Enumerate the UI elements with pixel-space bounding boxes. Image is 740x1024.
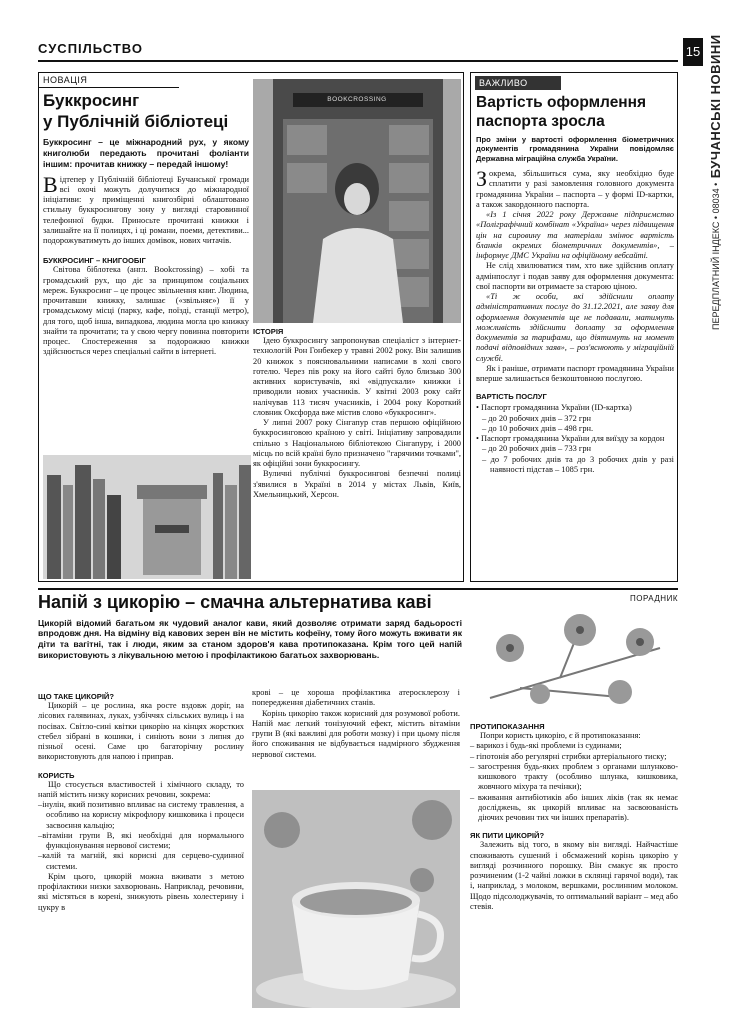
subheading: ЯК ПИТИ ЦИКОРІЙ? (470, 831, 545, 841)
article-tag: ПОРАДНИК (630, 594, 678, 603)
article-paragraph: Вуличні публічні буккросингові безпечні полиці з'явилися в Україні в 2014 у містах Львів, Київ, Хмельницький, Херсон. (253, 469, 461, 499)
phone-booth-photo (253, 79, 461, 323)
list-item: –інулін, який позитивно впливає на систему травлення, а особливо на корисну мікрофлору кишковика і процеси засвоєння кальцію; (38, 800, 244, 830)
article-title: Вартість оформлення паспорта зросла (476, 94, 647, 131)
subheading: ІСТОРІЯ (253, 327, 284, 336)
list-item: – до 20 робочих днів – 372 грн (482, 413, 592, 423)
article-title: Напій з цикорію – смачна альтернатива каві (38, 592, 432, 612)
article-tag: НОВАЦІЯ (39, 73, 179, 88)
subscription-index: ПЕРЕДПЛАТНИЙ ІНДЕКС • 08034 • (711, 182, 721, 330)
bookcrossing-article (38, 72, 464, 582)
article-paragraph: Як і раніше, отримати паспорт громадянина України вперше залишається безкоштовною послугою. (476, 363, 674, 384)
section-header (38, 40, 678, 62)
article-title: Буккросинг у Публічній бібліотеці (43, 91, 229, 131)
article-lead: Про зміни у вартості оформлення біометричних документів громадянина України повідомляє Державна міграційна служба України. (476, 134, 674, 163)
article-paragraph: Світова біблотека (англ. Bookcrossing) – хобі та громадський рух, що діє за принципом соціальних мереж. Буккросинг – це процес звільнення книг. Людина, прочитавши книжку, залишає («звільняє») її у громадському місці (парку, кафе, поїзді, станції метро), для того, щоб інша, випадкова, людина могла цю книжку знайти та прочитати; та у свою чергу повинна повторити процес. Спостереження за подорожжю книжки здійснюється через спеціальні сайти в інтернеті. (43, 265, 249, 357)
masthead-vertical (707, 34, 725, 330)
subheading: ВАРТІСТЬ ПОСЛУГ (476, 392, 547, 402)
article-lead: Буккросинг – це міжнародний рух, у якому книголюби передають прочитані фоліанти іншим: прочитав книжку – передай іншому! (43, 137, 249, 169)
list-item: – до 10 робочих днів – 498 грн. (482, 423, 594, 433)
article-paragraph: Цикорій – це рослина, яка росте вздовж доріг, на лісових галявинах, луках, узбіччях сільських вулиць і на посівах. Світло-сині квітки цикорію на кінцях жорстких стебел зібрані в кошики, і синіють вони з липня до пізньої осені. Саме цю багаторічну рослину використовують для напою і приправ. (38, 701, 244, 762)
article-paragraph: У липні 2007 року Сінгапур став першою офіційною буккросинговою країною у світі. Ініціативу запровадили спільно з Національною бібліотекою Сінгапуру, і 2000 місць по всій країні було призначено "гарячими точками", як офіційні зони буккросингу. (253, 418, 461, 468)
books-photo (43, 455, 251, 579)
list-item: • Паспорт громадянина України (ID-картка) (476, 403, 632, 413)
chicory-flowers-photo (470, 608, 678, 712)
list-item: –калій та магній, які корисні для серцево-судинної системи. (38, 851, 244, 871)
booth-sign: BOOKCROSSING (327, 96, 387, 103)
divider (38, 588, 678, 590)
article-quote: «Із 1 січня 2022 року Державне підприємство «Поліграфічний комбінат «Україна» через підвищення цін на сировину та матеріали змінює вартість бланків окремих біометричних документів», – інформує ДМС України на офіційному вебсайті. (476, 210, 674, 261)
contraindications-list (470, 741, 678, 823)
article-paragraph: Відтепер у Публічній бібліотеці Бучанської громади всі охочі можуть долучитися до міжнародної ініціативи: у приміщенні книгозбірні облаштовано стильну буккросингову зону у вигляді старовинної телефонної будки. Приносьте прочитані книжки і залишайте на її полицях, і ці романи, поеми, детективи... подорожуватимуть до інших домівок, нових читачів. (43, 171, 249, 246)
list-item: • Паспорт громадянина України для виїзду за кордон (476, 434, 665, 444)
list-item: – гіпотонія або регулярні стрибки артеріального тиску; (470, 751, 667, 761)
list-item: – варикоз і будь-які проблеми із судинами; (470, 741, 622, 751)
price-list (476, 403, 674, 475)
newspaper-brand: БУЧАНСЬКІ НОВИНИ (708, 34, 723, 179)
article-tag: ВАЖЛИВО (475, 76, 561, 90)
article-paragraph: Що стосується властивостей і хімічного складу, то напій містить низку корисних речовин, зокрема: (38, 779, 244, 799)
list-item: –вітаміни групи В, які необхідні для нормального функціонування нервової системи; (38, 830, 244, 850)
list-item: – вживання антибіотиків або інших ліків (так як немає досліджень, як цикорій впливає на засвоюваність діючих речовин тих чи інших препаратів). (470, 792, 678, 822)
article-paragraph: Залежить від того, в якому він вигляді. Найчастіше споживають сушений і обсмажений корінь цикорію у вигляді розчинного порошку. Він смакує як просто розчиненим (1-2 чайні ложки в склянці гарячої води), так і, наприклад, з молоком, вершками, рослинним молоком. Щодо підсолоджувачів, то оптимальний варіант – мед або стевія. (470, 840, 678, 911)
list-item: – до 7 робочих днів та до 3 робочих днів у разі наявності підстав – 1085 грн. (482, 454, 674, 474)
passport-article (470, 72, 678, 582)
article-paragraph: Не слід хвилюватися тим, хто вже здійснив оплату адмінпослуг і подав заяву для оформлення документа: свої паспорти ви отримаєте за старою ціною. (476, 261, 674, 291)
article-paragraph: Крім цього, цикорій можна вживати з метою профілактики низки захворювань. Наприклад, речовини, які містяться в корені, знижують рівень холестерину і цукру в (38, 871, 244, 912)
article-paragraph: крові – це хороша профілактика атеросклерозу і попередження діабетичних станів. (252, 688, 460, 708)
article-quote: «Ті ж особи, які здійснили оплату адміністративних послуг до 31.12.2021, але заяву для оформлення документів ще не подавали, матимуть можливість здійснити доплату за оформлення документів за тарифами, що діятимуть на момент подачі відповідних заяв», – роз'яснюють у міграційній службі. (476, 292, 674, 363)
article-paragraph: Корінь цикорію також корисний для розумової роботи. Напій має легкий тонізуючий ефект, містить вітаміни групи В (які важливі для роботи мозку) і при цьому після його споживання не відбувається надмірного збудження нервової системи. (252, 708, 460, 759)
section-title: СУСПІЛЬСТВО (38, 41, 143, 56)
article-paragraph: Попри користь цикорію, є й протипоказання: (480, 731, 641, 740)
subheading: ПРОТИПОКАЗАННЯ (470, 722, 545, 731)
chicory-drink-photo (252, 790, 460, 1008)
subheading: ЩО ТАКЕ ЦИКОРІЙ? (38, 692, 115, 701)
list-item: – до 20 робочих днів – 733 грн (482, 444, 592, 454)
subheading: БУККРОСИНГ – КНИГООБІГ (43, 256, 146, 266)
page-number: 15 (683, 38, 703, 66)
article-paragraph: Ідею буккросингу запропонував спеціаліст з інтернет-технологій Рон Гонбекер у травні 2002 року. Він залишив 20 книжок з пояснювальними написами в холі свого готелю. Через пів року на його сайті було близько 300 активних користувачів, які «відпускали» книжки і приводили нових учасників. У квітні 2003 року сайт налічував 113 тисяч учасників, і 2004 року Короткий словник Оксфорда вже містив слово «буккросинг». (253, 336, 461, 417)
list-item: – загострення будь-яких проблем з органами шлунково-кишкового тракту (особливо шлунка, кишковика, жовчного міхура та печінки); (470, 761, 678, 792)
benefits-list (38, 800, 244, 872)
article-paragraph: Зокрема, збільшиться сума, яку необхідно буде сплатити у разі замовлення головного документа громадянина України – паспорта – у формі ID-картки, а також закордонного паспорта. (476, 166, 674, 209)
article-lead: Цикорій відомий багатьом як чудовий аналог кави, який дозволяє отримати заряд бадьорості впродовж дня. На відміну від кавових зерен він не містить кофеїну, тому його можуть вживати як діти та вагітні, так і люди, яким за станом здоров'я кава протипоказана. Крім того цей напій використовують з лікувальною метою і профілактикою багатьох захворювань. (38, 617, 462, 660)
subheading: КОРИСТЬ (38, 770, 75, 780)
